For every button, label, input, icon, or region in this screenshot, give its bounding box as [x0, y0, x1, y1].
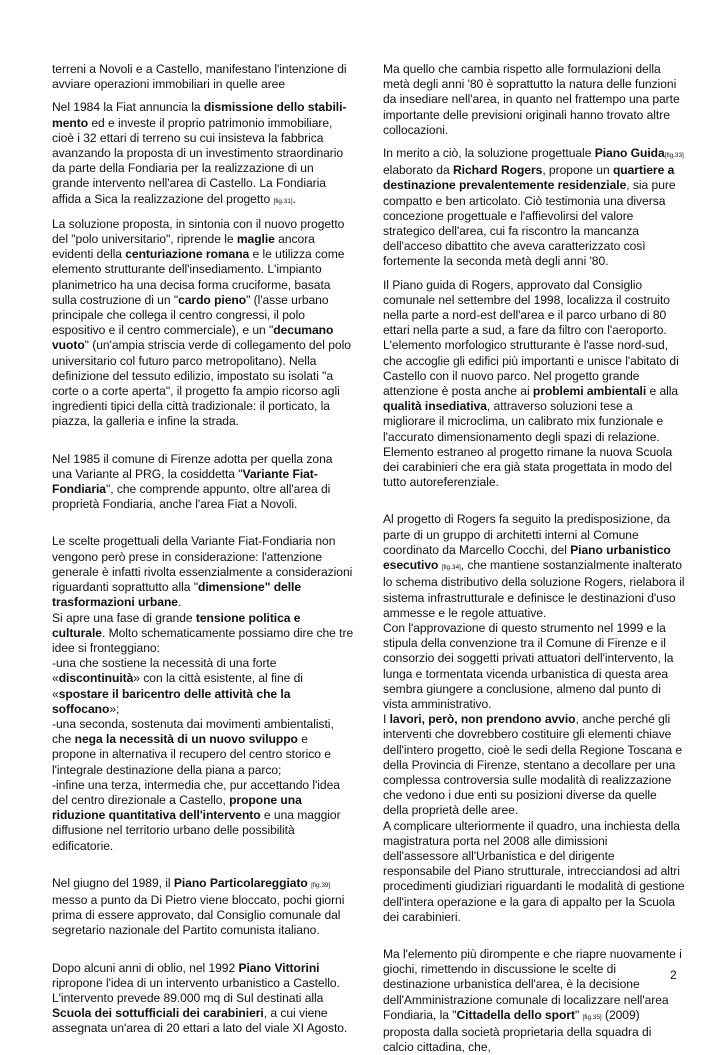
bold-text: lavori, però, non prendono avvio [389, 712, 576, 727]
text-run: e le utilizza come elemento strutturante dell'insediamento. L'impianto planimetrico ha una decisa forma cruciforme, basata sulla costruzione di un " [52, 247, 345, 307]
paragraph [52, 717, 354, 778]
paragraph [383, 819, 685, 925]
paragraph [52, 534, 354, 610]
paragraph [383, 512, 685, 620]
bold-text: Variante Fiat-Fondiaria [52, 466, 318, 497]
bold-text: centuriazione romana [125, 247, 250, 262]
bold-text: tensione politica e culturale [52, 610, 301, 640]
paragraph [383, 278, 685, 339]
text-run: ", che comprende appunto, oltre all'area di proprietà Fondiaria, anche l'area Fiat a Novoli. [52, 482, 331, 512]
text-run: Dopo alcuni anni di oblio, nel 1992 [52, 960, 239, 975]
text-run: »; [109, 701, 120, 716]
paragraph [52, 62, 354, 92]
text-run: Le scelte progettuali della Variante Fiat-Fondiaria non vengono però prese in considerazione: l'attenzione generale è infatti rivolta essenzialmente a considerazioni riguardanti soprattutto alla " [52, 534, 353, 595]
text-run: Ma quello che cambia rispetto alle formulazioni della metà degli anni '80 è soprattutto la natura delle funzioni da insediare nell'area, in quanto nel frattempo una parte importante delle previsioni originali hanno trovato altre collocazioni. [383, 62, 680, 137]
text-run: terreni a Novoli e a Castello, manifestano l'intenzione di avviare operazioni immobiliari in quelle aree [52, 62, 347, 92]
figure-reference: [fig.39] [311, 881, 331, 889]
text-run: -una che sostiene la necessità di una forte « [52, 656, 277, 686]
paragraph [52, 876, 354, 939]
paragraph [383, 947, 685, 1055]
paragraph [383, 146, 685, 270]
paragraph [52, 100, 354, 208]
text-run: (2009) proposta dalla società proprietaria della squadra di calcio cittadina, che, [383, 1007, 652, 1055]
left-column [52, 62, 354, 1037]
bold-text: cardo pieno [178, 292, 247, 307]
text-run: " [574, 1007, 583, 1022]
text-run: ed e investe il proprio patrimonio immobiliare, cioè i 32 ettari di terreno su cui insisteva la fabbrica avanzando la proposta di un investimento straordinario da parte della Fondiaria per la realizzazione di un grande intervento nell'area di Castello. La Fondiaria affida a Sica la realizzazione del progetto [52, 115, 344, 206]
page-number: 2 [670, 968, 677, 982]
text-run: ancora evidenti della [52, 232, 315, 262]
paragraph [383, 62, 685, 138]
text-run: . Molto schematicamente possiamo dire che tre idee si fronteggiano: [52, 625, 354, 655]
text-run: ripropone l'idea di un intervento urbanistico a Castello. L'intervento prevede 89.000 mq di Sul destinati alla [52, 975, 340, 1005]
text-run: -infine una terza, intermedia che, pur accettando l'idea del centro direzionale a Castello, [52, 777, 340, 807]
bold-text: maglie [236, 232, 275, 247]
text-run: , che mantiene sostanzialmente inalterato lo schema distributivo della soluzione Rogers, rielabora il sistema infrastrutturale e definisce le destinazioni d'uso ammesse e le regole attuative. [383, 558, 685, 620]
bold-text: Cittadella dello sport [456, 1007, 575, 1022]
right-column [383, 62, 685, 1055]
text-run: Con l'approvazione di questo strumento nel 1999 e la stipula della convenzione tra il Comune di Firenze e il consorzio dei soggetti privati attuatori dell'intervento, la lunga e tormentata vicenda urbanistica di questa area sembra giungere a conclusione, almeno dal punto di vista amministrativo. [383, 620, 674, 711]
bold-text: Scuola dei sottufficiali dei carabinieri [52, 1006, 264, 1021]
bold-text: propone una riduzione quantitativa dell'intervento [52, 792, 302, 823]
text-run: e una maggior diffusione nel territorio urbano delle possibilità edificatorie. [52, 808, 341, 853]
text-run: Si apre una fase di grande [52, 610, 196, 625]
paragraph [52, 778, 354, 854]
text-run: Nel giugno del 1989, il [52, 875, 174, 890]
text-run: , a cui viene assegnata un'area di 20 ettari a lato del viale XI Agosto. [52, 1006, 348, 1036]
bold-text: Piano Guida [594, 146, 665, 161]
text-run: -una seconda, sostenuta dai movimenti ambientalisti, che [52, 716, 334, 747]
paragraph [52, 611, 354, 657]
paragraph [383, 621, 685, 712]
text-run: e alla [646, 384, 679, 399]
text-run: , sia pure compatto e ben articolato. Ciò testimonia una diversa concezione progettuale e l'affievolirsi del valore strategico dell'area, cui fa riscontro la mancanza dell'acceso dibattito che aveva caratterizzato così fortemente la seconda metà degli anni '80. [383, 178, 676, 269]
text-run: , anche perché gli interventi che dovrebbero costituire gli elementi chiave dell'intero progetto, cioè le sedi della Regione Toscana e della Provincia di Firenze, stentano a decollare per una complessa controversia sulle modalità di realizzazione che vedono i due enti su posizioni diverse da quelle della proprietà delle aree. [383, 712, 683, 818]
bold-text: dimensione" delle trasformazioni urbane [52, 580, 302, 610]
text-run: I [383, 712, 390, 727]
text-run: Nel 1985 il comune di Firenze adotta per quella zona una Variante al PRG, la cosiddetta " [52, 451, 333, 481]
text-run: " (l'asse urbano principale che collega il centro congressi, il polo espositivo e il centro commerciale), e un " [52, 292, 329, 338]
text-run: , propone un [542, 163, 613, 178]
paragraph [383, 338, 685, 490]
figure-reference: [fig.33] [664, 152, 684, 160]
bold-text: nega la necessità di un nuovo sviluppo [74, 732, 298, 747]
bold-text: dismissione dello stabili-mento [52, 100, 347, 130]
text-run: Ma l'elemento più dirompente e che riapre nuovamente i giochi, rimettendo in discussione le scelte di destinazione urbanistica dell'area, è la decisione dell'Amministrazione comunale di localizzare nell'area Fondiaria, la " [383, 946, 682, 1022]
paragraph [52, 656, 354, 717]
bold-text: quartiere a destinazione prevalentemente residenziale [383, 163, 675, 193]
text-run: A complicare ulteriormente il quadro, una inchiesta della magistratura porta nel 2008 alle dimissioni dell'assessore all'Urbanistica e del dirigente responsabile del Piano strutturale, intrecciandosi ad altri procedimenti giudiziari riguardanti le modalità di gestione dell'intera operazione e la gara di appalto per la Scuola dei carabinieri. [383, 818, 685, 924]
text-run: » con la città esistente, al fine di « [52, 671, 303, 701]
figure-reference: [fig.34] [441, 564, 461, 572]
bold-text: discontinuità [58, 671, 134, 686]
paragraph [383, 712, 685, 818]
bold-text: Piano urbanistico esecutivo [383, 542, 671, 573]
paragraph [52, 217, 354, 430]
paragraph [52, 961, 354, 1037]
text-run: In merito a ciò, la soluzione progettuale [383, 146, 595, 161]
bold-text: Piano Particolareggiato [173, 875, 308, 890]
text-run: Il Piano guida di Rogers, approvato dal Consiglio comunale nel settembre del 1998, localizza il costruito nella parte a nord-est dell'area e il parco urbano di 80 ettari nella parte a sud, a fare da filtro con l'aeroporto. [383, 277, 670, 338]
text-run: " (un'ampia striscia verde di collegamento del polo universitario col futuro parco metropolitano). Nella definizione del tessuto edilizio, impostato su isolati "a corte o a corte aperta", il progetto fa ampio ricorso agli ingredienti tipici della città tradizionale: il porticato, la piazza, la galleria e infine la strada. [52, 338, 351, 429]
text-run: e propone in alternativa il recupero del centro storico e l'integrale destinazione della piana a parco; [52, 732, 331, 777]
bold-text: qualità insediativa [383, 399, 487, 414]
text-run: Al progetto di Rogers fa seguito la predisposizione, da parte di un gruppo di architetti interni al Comune coordinato da Marcello Cocchi, del [383, 512, 671, 557]
text-run: elaborato da [383, 163, 453, 178]
text-run: . [292, 191, 296, 206]
figure-reference: [fig.31] [273, 197, 293, 205]
text-run: L'elemento morfologico strutturante è l'asse nord-sud, che accoglie gli edifici più importanti e unisce l'abitato di Castello con il nuovo parco. Nel progetto grande attenzione è posta anche ai [383, 338, 679, 399]
bold-text: Piano Vittorini [238, 960, 320, 975]
bold-text: problemi ambientali [532, 384, 647, 399]
bold-text: decumano vuoto [52, 323, 334, 353]
paragraph [52, 452, 354, 513]
text-run: La soluzione proposta, in sintonia con il nuovo progetto del "polo universitario", riprende le [52, 216, 345, 247]
figure-reference: [fig.35] [582, 1013, 602, 1021]
text-run: . [177, 595, 182, 610]
text-run: Nel 1984 la Fiat annuncia la [52, 100, 204, 115]
bold-text: Richard Rogers [452, 163, 543, 178]
text-run: , attraverso soluzioni tese a migliorare il microclima, un calibrato mix funzionale e l'accurato dimensionamento degli spazi di relazione. Elemento estraneo al progetto rimane la nuova Scuola dei carabinieri che era già stata progettata in modo del tutto autoreferenziale. [383, 399, 673, 490]
bold-text: spostare il baricentro delle attività che la soffocano [52, 686, 291, 716]
text-run: messo a punto da Di Pietro viene bloccato, pochi giorni prima di essere approvato, dal Consiglio comunale dal segretario nazionale del Partito comunista italiano. [52, 892, 345, 938]
